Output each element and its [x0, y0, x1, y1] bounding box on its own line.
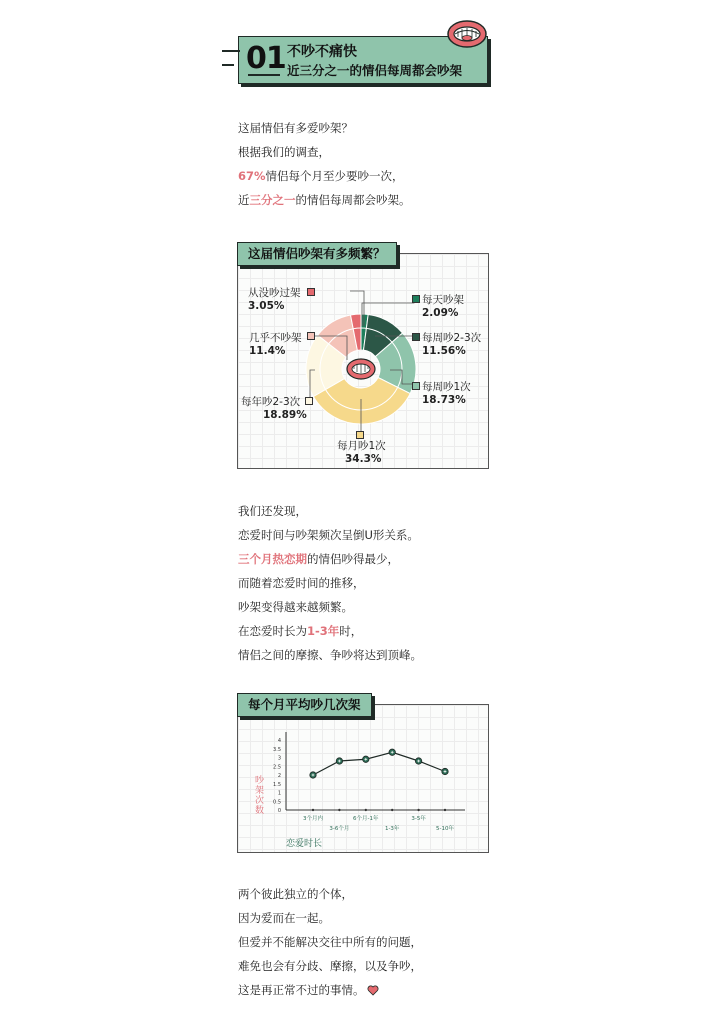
x-tick	[417, 809, 419, 811]
middle-line	[238, 551, 399, 567]
highlight-text: 三分之一	[249, 193, 296, 207]
banner-decor-line	[222, 64, 234, 66]
highlight-text: 1-3年	[307, 624, 340, 638]
pie-label-weekly-1: 每周吵1次 18.73%	[422, 381, 471, 406]
y-tick-label: 1.5	[273, 781, 281, 788]
banner-decor-line	[222, 50, 240, 52]
y-tick-label: 3	[277, 755, 281, 762]
x-axis-label: 恋爱时长	[286, 839, 323, 849]
x-tick	[338, 809, 340, 811]
x-tick-label: 3个月内	[303, 816, 323, 822]
mouth-icon	[446, 18, 488, 50]
legend-swatch	[307, 332, 315, 340]
closing-line: 因为爱而在一起。	[238, 911, 330, 925]
y-tick-label: 0.5	[273, 799, 281, 806]
legend-swatch	[307, 288, 315, 296]
y-tick-label: 0	[277, 808, 281, 814]
middle-line	[238, 623, 362, 639]
x-tick-label: 3-6个月	[329, 826, 350, 832]
intro-line	[238, 168, 404, 184]
y-axis-label: 吵架次数	[255, 776, 265, 816]
y-tick-label: 1	[277, 790, 281, 797]
highlight-text: 67%	[238, 169, 266, 183]
x-tick	[444, 809, 446, 811]
pie-label-rarely: 几乎不吵架 11.4%	[249, 332, 302, 357]
series-line	[313, 752, 445, 775]
intro-text: 近	[238, 193, 250, 207]
highlight-text: 三个月热恋期	[238, 552, 307, 566]
intro-line: 这届情侣有多爱吵架？	[238, 121, 353, 135]
y-tick-label: 3.5	[273, 746, 281, 753]
legend-swatch	[412, 295, 420, 303]
x-tick-label: 5-10年	[436, 826, 454, 832]
closing-line	[238, 982, 379, 998]
middle-text: 在恋爱时长为	[238, 624, 307, 638]
legend-swatch	[412, 382, 420, 390]
x-tick	[391, 809, 393, 811]
middle-text: 时，	[339, 624, 363, 638]
middle-line: 我们还发现，	[238, 504, 307, 518]
legend-swatch	[356, 431, 364, 439]
legend-swatch	[412, 333, 420, 341]
middle-line: 而随着恋爱时间的推移，	[238, 576, 365, 590]
line-chart-title: 每个月平均吵几次架	[237, 693, 372, 717]
middle-line: 恋爱时间与吵架频次呈倒U形关系。	[238, 528, 419, 542]
legend-swatch	[305, 397, 313, 405]
x-tick-label: 3-5年	[411, 816, 426, 822]
middle-line: 情侣之间的摩擦、争吵将达到顶峰。	[238, 648, 422, 662]
pie-chart-title: 这届情侣吵架有多频繁？	[237, 242, 397, 266]
closing-line: 难免也会有分歧、摩擦，以及争吵，	[238, 959, 422, 973]
pie-label-never: 从没吵过架 3.05%	[248, 287, 301, 312]
pie-label-weekly-2-3: 每周吵2-3次 11.56%	[422, 332, 482, 357]
pie-label-daily: 每天吵架 2.09%	[422, 294, 464, 319]
y-tick-label: 2.5	[273, 764, 281, 771]
middle-line: 吵架变得越来越频繁。	[238, 600, 353, 614]
intro-text: 的情侣每周都会吵架。	[295, 193, 411, 207]
heart-icon	[367, 985, 379, 996]
x-tick-label: 6个月-1年	[353, 816, 379, 822]
intro-text: 情侣每个月至少要吵一次，	[265, 169, 404, 183]
section-number: 01	[246, 41, 286, 76]
intro-line	[238, 192, 411, 208]
pie-label-yearly: 每年吵2-3次 18.89%	[241, 396, 307, 421]
x-tick	[365, 809, 367, 811]
y-tick-label: 2	[277, 773, 281, 779]
section-subtitle: 近三分之一的情侣每周都会吵架	[287, 63, 463, 78]
closing-text: 这是再正常不过的事情。	[238, 983, 365, 997]
middle-text: 的情侣吵得最少，	[307, 552, 399, 566]
closing-line: 但爱并不能解决交往中所有的问题，	[238, 935, 422, 949]
line-chart	[237, 704, 487, 851]
x-tick-label: 1-3年	[384, 826, 400, 832]
mouth-icon	[347, 359, 375, 379]
y-tick-label: 4	[277, 738, 281, 744]
x-tick	[312, 809, 314, 811]
section-title: 不吵不痛快	[287, 44, 357, 60]
closing-line: 两个彼此独立的个体，	[238, 887, 353, 901]
intro-line: 根据我们的调查，	[238, 145, 330, 159]
pie-label-monthly: 每月吵1次 34.3%	[337, 440, 386, 465]
